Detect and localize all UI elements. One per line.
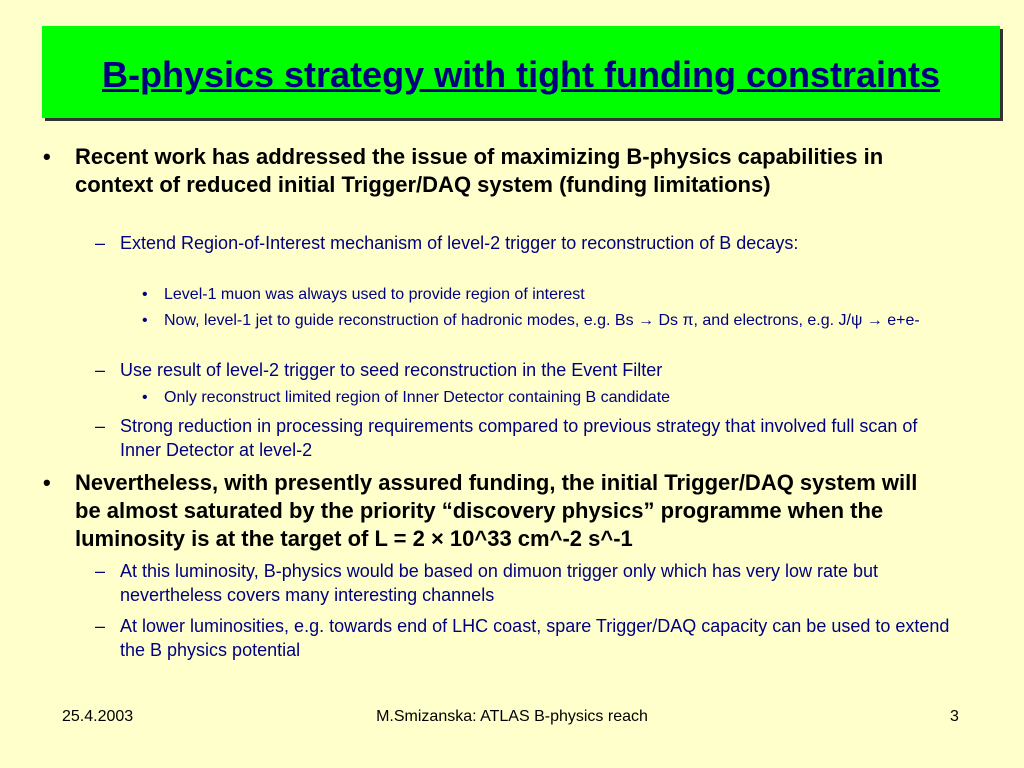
bullet-2-2: [0, 614, 1024, 662]
bullet-1-1-2: [0, 310, 1024, 354]
footer-author: M.Smizanska: ATLAS B-physics reach: [376, 708, 648, 725]
bullet-marker: •: [43, 470, 51, 495]
dot-marker: •: [142, 312, 148, 329]
bullet-1-2-text: Use result of level-2 trigger to seed reconstruction in the Event Filter: [120, 360, 663, 380]
dash-marker: –: [95, 616, 106, 636]
dash-marker: –: [95, 360, 106, 380]
bullet-1-1-2-text: Now, level-1 jet to guide reconstruction of hadronic modes, e.g. Bs → Ds π, and electrons, e.g. J/ψ → e+e-: [164, 312, 920, 329]
bullet-1-2-1-text: Only reconstruct limited region of Inner Detector containing B candidate: [164, 389, 671, 406]
dash-marker: –: [95, 233, 106, 253]
dash-marker: –: [95, 561, 106, 581]
bullet-2-text: Nevertheless, with presently assured funding, the initial Trigger/DAQ system will be almost saturated by the priority “discovery physics” programme when the luminosity is at the target of L = 2 × 10^33 cm^-2 s^-1: [75, 470, 918, 551]
slide-title: B-physics strategy with tight funding constraints: [101, 54, 941, 95]
bullet-2-1-text: At this luminosity, B-physics would be based on dimuon trigger only which has very low rate but nevertheless covers many interesting channels: [120, 561, 879, 605]
footer-page-number: 3: [950, 708, 959, 725]
bullet-1-2-1: [0, 387, 1024, 409]
bullet-marker: •: [43, 144, 51, 169]
bullet-1-2: [0, 358, 1024, 382]
bullet-2-1: [0, 559, 1024, 607]
bullet-1-1-text: Extend Region-of-Interest mechanism of level-2 trigger to reconstruction of B decays:: [120, 233, 799, 253]
dot-marker: •: [142, 389, 148, 406]
dash-marker: –: [95, 416, 106, 436]
bullet-1-3-text: Strong reduction in processing requirements compared to previous strategy that involved full scan of Inner Detector at level-2: [120, 416, 918, 460]
dot-marker: •: [142, 286, 148, 303]
bullet-2: [0, 469, 1024, 553]
bullet-1-text: Recent work has addressed the issue of maximizing B-physics capabilities in context of reduced initial Trigger/DAQ system (funding limitations): [75, 144, 884, 197]
bullet-1-1: [0, 231, 1024, 279]
bullet-2-2-text: At lower luminosities, e.g. towards end of LHC coast, spare Trigger/DAQ capacity can be used to extend the B physics potential: [120, 616, 950, 660]
bullet-1-1-1-text: Level-1 muon was always used to provide region of interest: [164, 286, 585, 303]
bullet-1-3: [0, 414, 1024, 462]
footer-date: 25.4.2003: [62, 708, 134, 725]
bullet-1: [0, 143, 1024, 227]
bullet-1-1-1: [0, 284, 1024, 306]
